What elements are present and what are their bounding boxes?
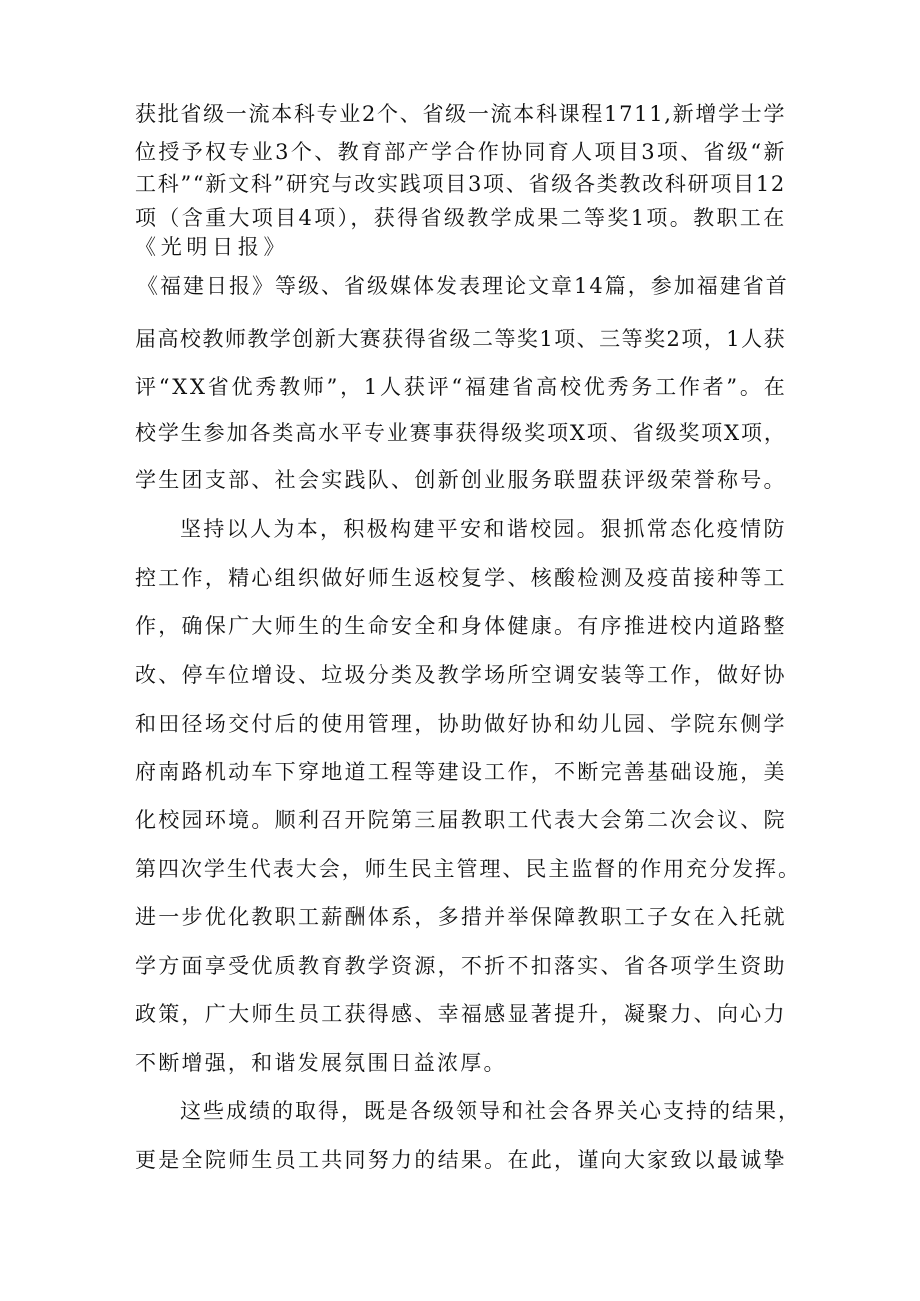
text-line: 政策，广大师生员工获得感、幸福感显著提升，凝聚力、向心力 [135, 1002, 787, 1026]
text-line: 工科”“新文科”研究与改实践项目3项、省级各类教改科研项目12 [135, 172, 787, 196]
text-line: 不断增强，和谐发展氛围日益浓厚。 [135, 1051, 507, 1075]
text-line: 评“XX省优秀教师”，1人获评“福建省高校优秀务工作者”。在 [135, 375, 788, 399]
text-line: 控工作，精心组织做好师生返校复学、核酸检测及疫苗接种等工 [135, 566, 787, 590]
text-line: 府南路机动车下穿地道工程等建设工作，不断完善基础设施，美 [135, 760, 787, 784]
text-line: 坚持以人为本，积极构建平安和谐校园。狠抓常态化疫情防 [180, 517, 787, 541]
text-line: 《福建日报》等级、省级媒体发表理论文章14篇，参加福建省首 [137, 274, 789, 298]
text-line: 化校园环境。顺利召开院第三届教职工代表大会第二次会议、院 [135, 808, 787, 832]
text-line: 届高校教师教学创新大赛获得省级二等奖1项、三等奖2项，1人获 [135, 327, 787, 351]
text-line: 第四次学生代表大会，师生民主管理、民主监督的作用充分发挥。 [135, 857, 801, 881]
text-line: 作，确保广大师生的生命安全和身体健康。有序推进校内道路整 [135, 614, 787, 638]
text-line: 项（含重大项目4项），获得省级教学成果二等奖1项。教职工在 [135, 206, 787, 230]
text-line: 《光明日报》 [135, 235, 290, 259]
text-line: 更是全院师生员工共同努力的结果。在此，谨向大家致以最诚挚 [135, 1148, 787, 1172]
text-line: 和田径场交付后的使用管理，协助做好协和幼儿园、学院东侧学 [135, 712, 787, 736]
text-line: 获批省级一流本科专业2个、省级一流本科课程1711,新增学士学 [135, 102, 787, 126]
text-line: 校学生参加各类高水平专业赛事获得级奖项X项、省级奖项X项， [135, 421, 787, 445]
text-line: 位授予权专业3个、教育部产学合作协同育人项目3项、省级“新 [135, 140, 787, 164]
text-line: 改、停车位增设、垃圾分类及教学场所空调安装等工作，做好协 [135, 663, 787, 687]
text-line: 进一步优化教职工薪酬体系，多措并举保障教职工子女在入托就 [135, 905, 787, 929]
text-line: 学生团支部、社会实践队、创新创业服务联盟获评级荣誉称号。 [135, 468, 787, 492]
text-line: 学方面享受优质教育教学资源，不折不扣落实、省各项学生资助 [135, 954, 787, 978]
text-line: 这些成绩的取得，既是各级领导和社会各界关心支持的结果， [180, 1099, 801, 1123]
